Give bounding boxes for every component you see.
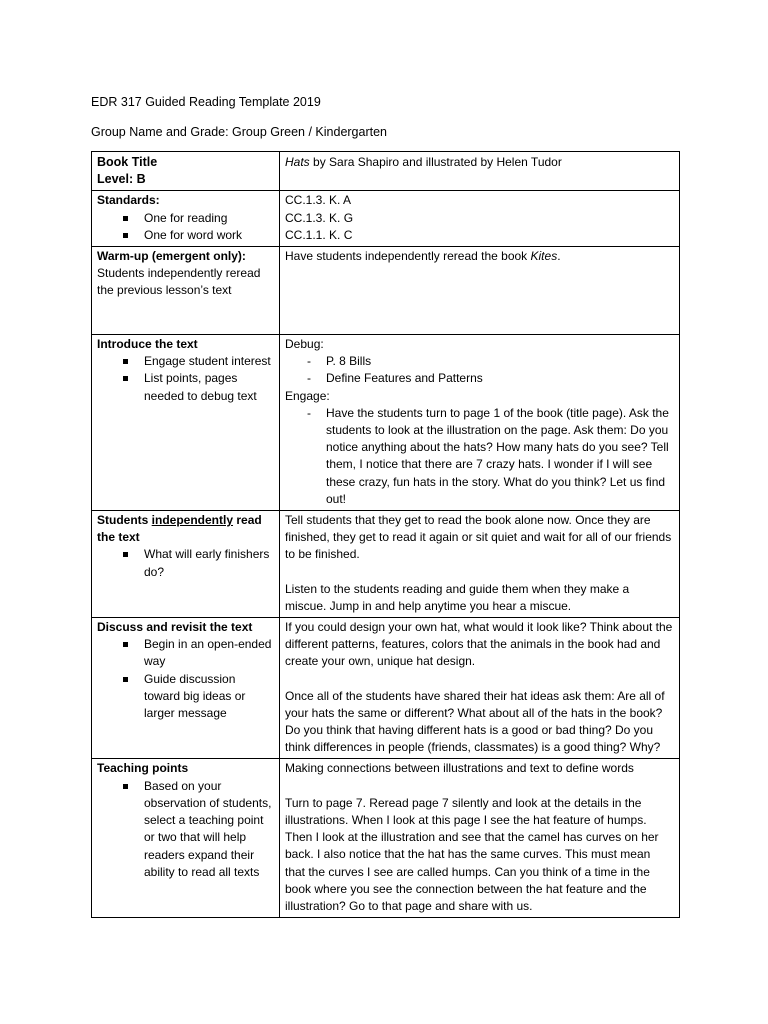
label-introduce: Introduce the text — [97, 337, 198, 352]
standards-bullets — [97, 210, 273, 244]
cell-independent-value — [280, 511, 680, 618]
lesson-plan-table — [91, 151, 680, 918]
label-teaching-points: Teaching points — [97, 761, 189, 776]
row-book-title — [92, 152, 680, 191]
cell-teaching-label — [92, 759, 280, 918]
list-item: - P. 8 Bills — [326, 353, 673, 370]
label-discuss: Discuss and revisit the text — [97, 620, 253, 635]
book-name: Hats — [285, 155, 310, 169]
list-item: Based on your observation of students, select a teaching point or two that will help readers expand their ability to read all texts — [144, 778, 273, 881]
cell-standards-value — [280, 191, 680, 247]
list-item: List points, pages needed to debug text — [144, 370, 273, 404]
label-book-title: Book Title — [97, 155, 158, 169]
cell-warmup-value — [280, 247, 680, 335]
engage-list — [285, 405, 673, 508]
warmup-description: Students independently reread the previous lesson’s text — [97, 266, 261, 298]
document-title: EDR 317 Guided Reading Template 2019 — [91, 95, 321, 109]
warmup-book: Kites — [530, 249, 558, 264]
row-warmup — [92, 247, 680, 335]
list-item: Engage student interest — [144, 353, 273, 370]
label-part: Students — [97, 513, 152, 528]
standard-code: CC.1.3. K. A — [285, 193, 352, 208]
row-standards — [92, 191, 680, 247]
book-author: by Sara Shapiro and illustrated by Helen Tudor — [309, 155, 562, 169]
discuss-bullets — [97, 636, 273, 722]
paragraph: Listen to the students reading and guide them when they make a miscue. Jump in and help anytime you hear a miscue. — [285, 581, 630, 613]
debug-list — [285, 353, 673, 387]
row-introduce — [92, 335, 680, 511]
cell-teaching-value — [280, 759, 680, 918]
label-independent-reading — [97, 512, 273, 546]
cell-introduce-value — [280, 335, 680, 511]
cell-standards-label — [92, 191, 280, 247]
cell-discuss-label — [92, 618, 280, 759]
teaching-bullets — [97, 778, 273, 881]
introduce-bullets — [97, 353, 273, 405]
cell-introduce-label — [92, 335, 280, 511]
cell-discuss-value — [280, 618, 680, 759]
warmup-text: Have students independently reread the book — [285, 249, 531, 264]
list-item: One for reading — [144, 210, 273, 227]
standard-code: CC.1.1. K. C — [285, 227, 353, 242]
row-discuss — [92, 618, 680, 759]
row-independent-reading — [92, 511, 680, 618]
cell-warmup-label — [92, 247, 280, 335]
list-item: What will early finishers do? — [144, 546, 273, 580]
row-teaching-points — [92, 759, 680, 918]
label-underlined: independently — [151, 513, 234, 528]
label-standards: Standards: — [97, 193, 160, 208]
cell-independent-label — [92, 511, 280, 618]
debug-label: Debug: — [285, 337, 324, 352]
list-item: - Define Features and Patterns — [326, 370, 673, 387]
label-warmup: Warm-up (emergent only): — [97, 249, 246, 264]
cell-book-label — [92, 152, 280, 191]
label-level: Level: B — [97, 172, 146, 187]
independent-bullets — [97, 546, 273, 580]
warmup-text-end: . — [557, 249, 561, 264]
list-item: Begin in an open-ended way — [144, 636, 273, 670]
standard-code: CC.1.3. K. G — [285, 210, 354, 225]
cell-book-value — [280, 152, 680, 191]
list-item: One for word work — [144, 227, 273, 244]
list-item: Guide discussion toward big ideas or larger message — [144, 671, 273, 723]
paragraph: Once all of the students have shared their hat ideas ask them: Are all of your hats the same or different? What about all of the hats in the book? Do you think that having different hats is a good or bad thing? Do you think differences in people (friends, classmates) is a good thing? Why? — [285, 688, 665, 755]
paragraph: Making connections between illustrations and text to define words — [285, 761, 634, 776]
label-part: read the text — [97, 513, 262, 545]
group-name-line: Group Name and Grade: Group Green / Kindergarten — [91, 125, 387, 139]
paragraph: Turn to page 7. Reread page 7 silently and look at the details in the illustrations. When I look at this page I see the hat feature of humps. Then I look at the illustration and see that the camel has curves on her back. I also notice that the hat has the same curves. This must mean that the curves I see are called humps. Can you think of a time in the book where you see the connection between the hat feature and the illustration? Go to that page and share with us. — [285, 795, 659, 913]
paragraph: Tell students that they get to read the book alone now. Once they are finished, they get to read it again or sit quiet and wait for all of our friends to be finished. — [285, 513, 672, 562]
engage-label: Engage: — [285, 388, 330, 403]
paragraph: If you could design your own hat, what would it look like? Think about the different patterns, features, colors that the animals in the book had and create your own, unique hat design. — [285, 620, 673, 669]
list-item: - Have the students turn to page 1 of the book (title page). Ask the students to look at the illustration on the page. Ask them: Do you notice anything about the hats? How many hats do you see? Tell them, I notice that there are 7 crazy hats. I wonder if I will see these crazy, fun hats in the story. What do you think? Let us find out! — [326, 405, 673, 508]
